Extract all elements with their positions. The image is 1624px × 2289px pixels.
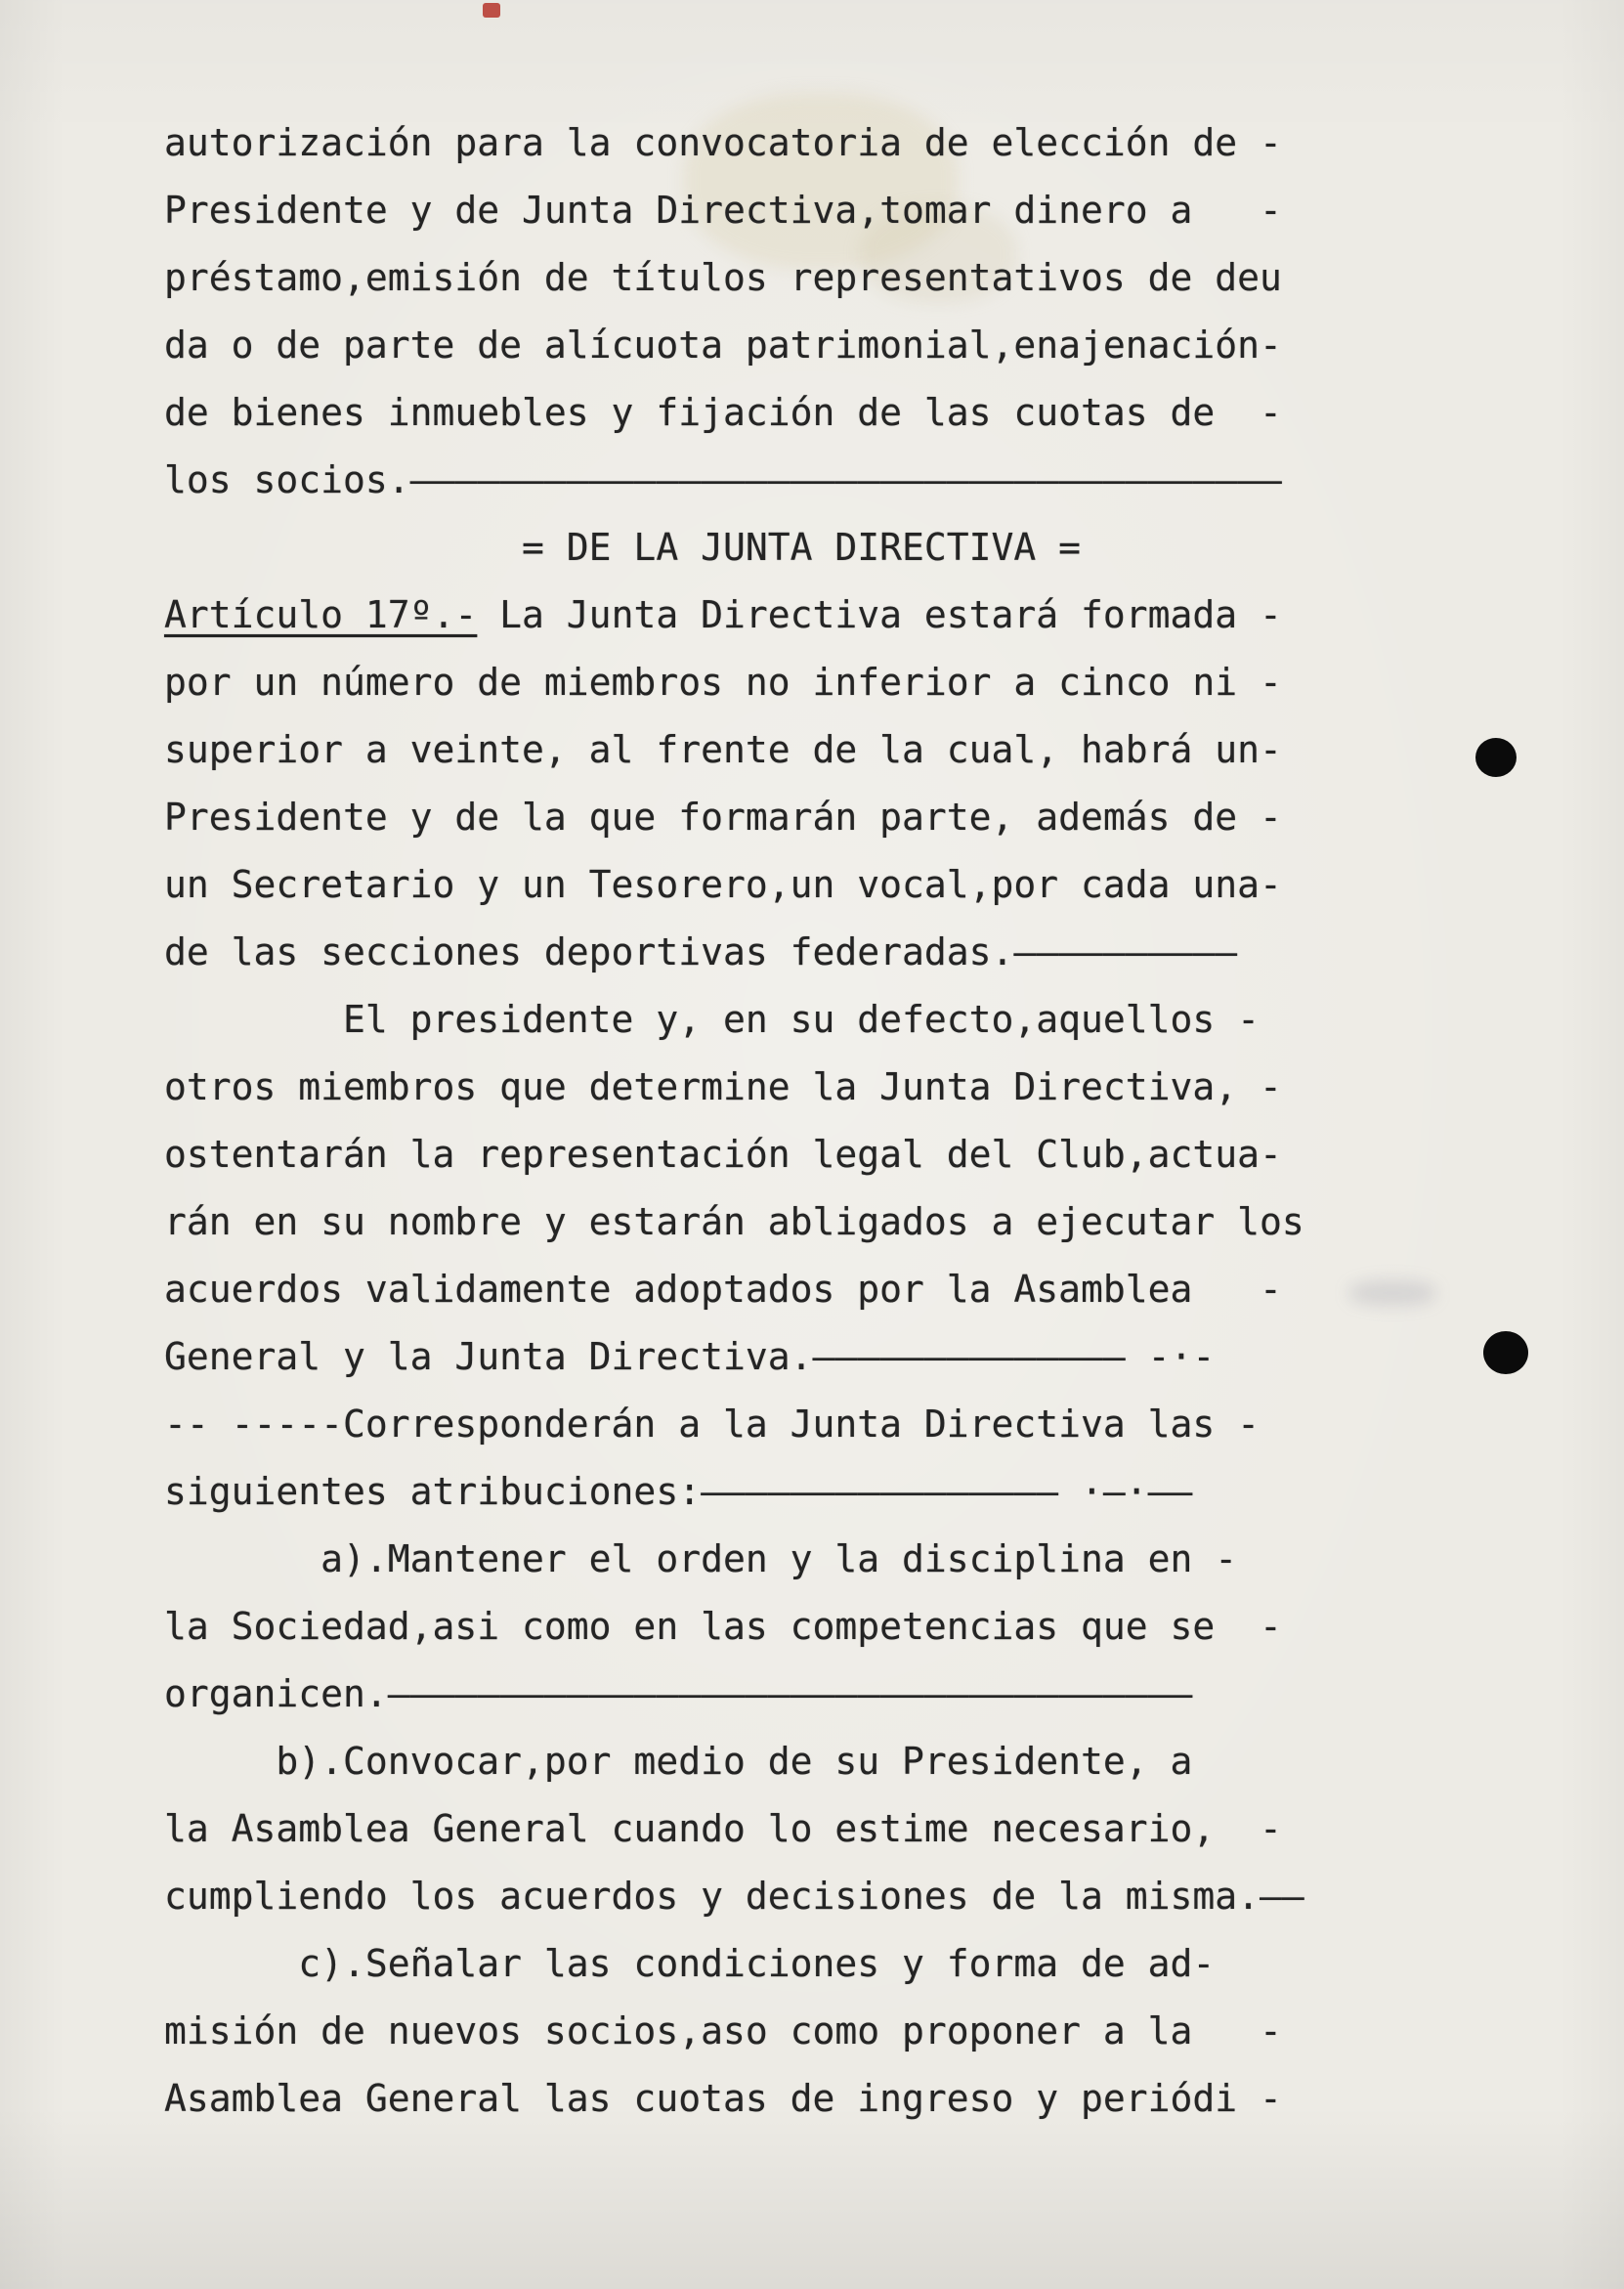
text-line: da o de parte de alícuota patrimonial,enajenación-: [164, 324, 1282, 367]
text-line: c).Señalar las condiciones y forma de ad-: [164, 1942, 1216, 1985]
bleed-through-mark: [1348, 1280, 1436, 1306]
red-ink-mark: [483, 3, 500, 18]
text-line: Asamblea General las cuotas de ingreso y periódi -: [164, 2077, 1282, 2120]
text-line: autorización para la convocatoria de elección de -: [164, 121, 1282, 164]
text-line: otros miembros que determine la Junta Directiva, -: [164, 1065, 1282, 1108]
text-line-with-rule: siguientes atribuciones:———————————————— ·—·——: [164, 1470, 1193, 1513]
text-line: Presidente y de Junta Directiva,tomar dinero a -: [164, 189, 1282, 232]
article-heading-line: [164, 582, 1304, 649]
text-line: a).Mantener el orden y la disciplina en -: [164, 1537, 1238, 1580]
text-line: ostentarán la representación legal del Club,actua-: [164, 1133, 1282, 1176]
article-number-label: Artículo 17º.-: [164, 593, 478, 636]
text-line: El presidente y, en su defecto,aquellos -: [164, 998, 1261, 1041]
text-line-with-rule: organicen.————————————————————————————————————: [164, 1672, 1193, 1715]
text-line: misión de nuevos socios,aso como proponer a la -: [164, 2009, 1282, 2052]
text-line: superior a veinte, al frente de la cual, habrá un-: [164, 728, 1282, 771]
text-line: la Sociedad,asi como en las competencias que se -: [164, 1605, 1282, 1648]
text-line: acuerdos validamente adoptados por la Asamblea -: [164, 1268, 1282, 1311]
text-line-with-rule: los socios.———————————————————————————————————————: [164, 458, 1282, 501]
text-line-with-rule: de las secciones deportivas federadas.——————————: [164, 930, 1238, 973]
article-heading-rest: La Junta Directiva estará formada -: [477, 593, 1282, 636]
text-line: de bienes inmuebles y fijación de las cuotas de -: [164, 391, 1282, 434]
text-line-with-rule: General y la Junta Directiva.—————————————— -·-: [164, 1335, 1216, 1378]
hole-punch-dot: [1475, 738, 1517, 777]
section-heading: = DE LA JUNTA DIRECTIVA =: [164, 526, 1081, 569]
text-line: la Asamblea General cuando lo estime necesario, -: [164, 1807, 1282, 1850]
text-line: b).Convocar,por medio de su Presidente, a: [164, 1740, 1193, 1783]
hole-punch-dot: [1483, 1331, 1528, 1374]
text-line: -- -----Corresponderán a la Junta Directiva las -: [164, 1403, 1261, 1446]
text-line: rán en su nombre y estarán abligados a ejecutar los: [164, 1200, 1304, 1243]
text-line: por un número de miembros no inferior a cinco ni -: [164, 661, 1282, 704]
text-line: Presidente y de la que formarán parte, además de -: [164, 796, 1282, 839]
text-line-with-rule: cumpliendo los acuerdos y decisiones de la misma.——: [164, 1875, 1304, 1918]
text-line: un Secretario y un Tesorero,un vocal,por cada una-: [164, 863, 1282, 906]
document-text-block: [164, 109, 1304, 2133]
text-line: préstamo,emisión de títulos representativos de deu: [164, 256, 1282, 299]
